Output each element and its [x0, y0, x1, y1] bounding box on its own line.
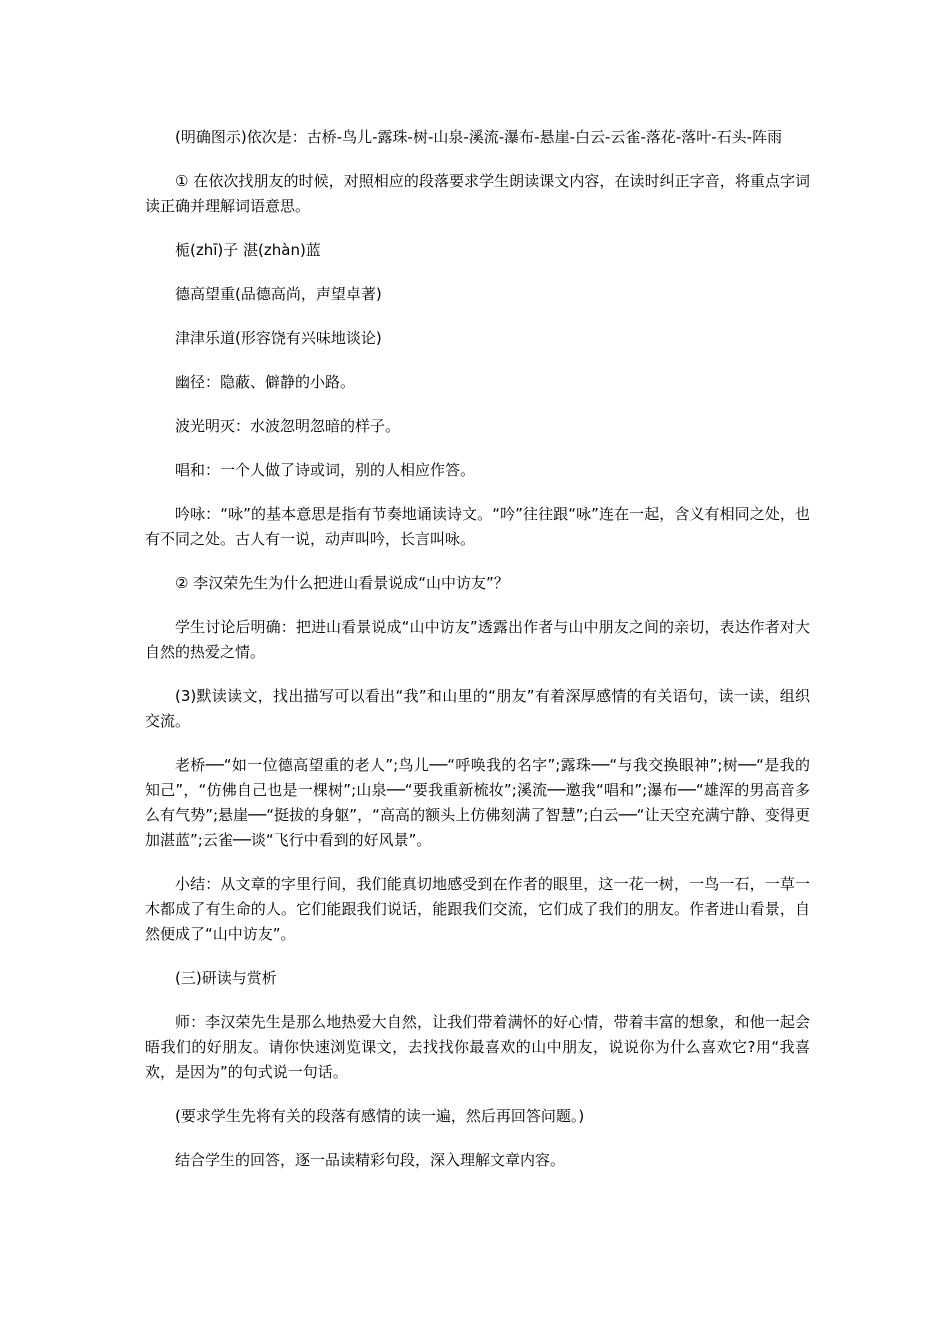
paragraph-order-list: (明确图示)依次是：古桥-鸟儿-露珠-树-山泉-溪流-瀑布-悬崖-白云-云雀-落花-落叶-石头-阵雨	[175, 128, 783, 146]
paragraph-term-youjing: 幽径：隐蔽、僻静的小路。	[175, 373, 356, 391]
paragraph-term-yinyong: 吟咏：“咏”的基本意思是指有节奏地诵读诗文。“吟”往往跟“咏”连在一起，含义有相同之处，也有不同之处。古人有一说，动声叫吟，长言叫咏。	[145, 505, 810, 548]
paragraph-question-2: ② 李汉荣先生为什么把进山看景说成“山中访友”？	[175, 574, 509, 592]
document-page	[145, 125, 810, 1192]
paragraph-task-3: (3)默读读文，找出描写可以看出“我”和山里的“朋友”有着深厚感情的有关语句，读一读，组织交流。	[145, 687, 810, 730]
paragraph-term-jjld: 津津乐道(形容饶有兴味地谈论)	[175, 329, 382, 347]
paragraph-requirement: (要求学生先将有关的段落有感情的读一遍，然后再回答问题。)	[175, 1107, 585, 1125]
paragraph-teacher: 师：李汉荣先生是那么地热爱大自然，让我们带着满怀的好心情，带着丰富的想象，和他一起会晤我们的好朋友。请你快速浏览课文，去找找你最喜欢的山中朋友，说说你为什么喜欢它?用“我喜欢，是因为”的句式说一句话。	[145, 1013, 810, 1081]
paragraph-term-bgmm: 波光明灭：水波忽明忽暗的样子。	[175, 417, 401, 435]
paragraph-term-dgwz: 德高望重(品德高尚，声望卓著)	[175, 285, 382, 303]
section-heading: (三)研读与赏析	[175, 969, 277, 987]
paragraph-reading-task: ① 在依次找朋友的时候，对照相应的段落要求学生朗读课文内容，在读时纠正字音，将重点字词读正确并理解词语意思。	[145, 172, 810, 215]
paragraph-term-changhe: 唱和：一个人做了诗或词，别的人相应作答。	[175, 461, 476, 479]
paragraph-discussion: 学生讨论后明确：把进山看景说成“山中访友”透露出作者与山中朋友之间的亲切，表达作者对大自然的热爱之情。	[145, 618, 810, 661]
paragraph-conclusion: 结合学生的回答，逐一品读精彩句段，深入理解文章内容。	[175, 1151, 566, 1169]
paragraph-pronunciation: 栀(zhī)子 湛(zhàn)蓝	[175, 241, 321, 259]
paragraph-summary: 小结：从文章的字里行间，我们能真切地感受到在作者的眼里，这一花一树，一鸟一石，一草一木都成了有生命的人。它们能跟我们说话，能跟我们交流，它们成了我们的朋友。作者进山看景，自然便成了“山中访友”。	[145, 875, 810, 943]
paragraph-friends-list: 老桥──“如一位德高望重的老人”;鸟儿──“呼唤我的名字”;露珠──“与我交换眼神”;树──“是我的知己”，“仿佛自己也是一棵树”;山泉──“要我重新梳妆”;溪流──邀我“唱和”;瀑布──“雄浑的男高音多么有气势”;悬崖──“挺拔的身躯”，“高高的额头上仿佛刻满了智慧”;白云──“让天空充满宁静、变得更加湛蓝”;云雀──谈“飞行中看到的好风景”。	[145, 756, 810, 849]
